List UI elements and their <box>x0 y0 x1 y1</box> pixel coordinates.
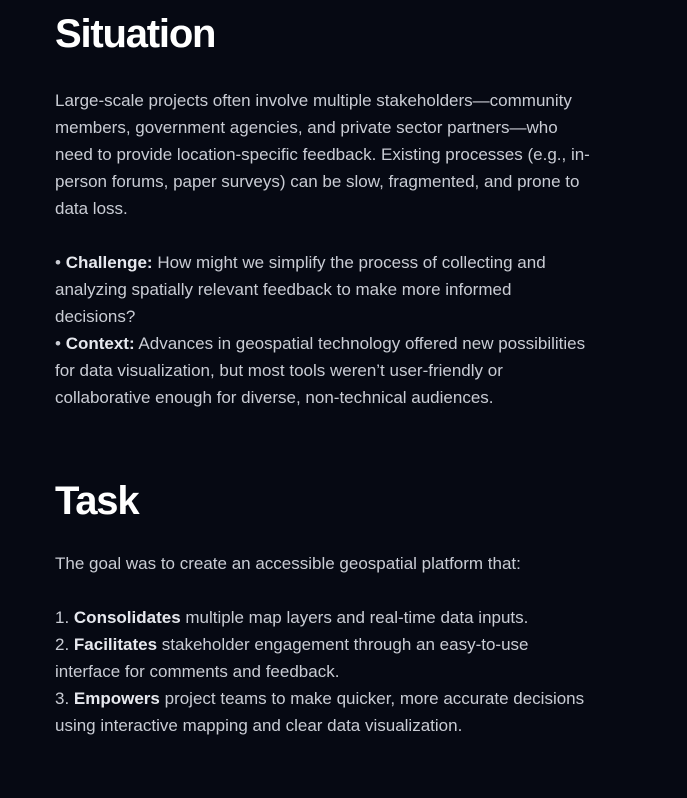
task-heading: Task <box>55 479 139 523</box>
task-item-number: 2. <box>55 635 74 654</box>
bullet-marker: • <box>55 253 66 272</box>
task-item-number: 3. <box>55 689 74 708</box>
bullet-marker: • <box>55 334 66 353</box>
task-item-empowers <box>55 685 595 739</box>
situation-intro: Large-scale projects often involve multiple stakeholders—community members, government agencies, and private sector partners—who need to provide location-specific feedback. Existing processes (e.g., in-person forums, paper surveys) can be slow, fragmented, and prone to data loss. <box>55 91 590 218</box>
situation-heading: Situation <box>55 12 216 56</box>
context-text: Advances in geospatial technology offered new possibilities for data visualization, but most tools weren’t user-friendly or collaborative enough for diverse, non-technical audiences. <box>55 334 586 407</box>
facilitates-label: Facilitates <box>73 635 158 654</box>
consolidates-text: multiple map layers and real-time data inputs. <box>180 608 529 627</box>
context-label: Context: <box>65 334 135 353</box>
situation-bullets <box>55 249 595 411</box>
task-item-number: 1. <box>55 608 74 627</box>
task-intro: The goal was to create an accessible geospatial platform that: <box>55 554 521 573</box>
task-item-facilitates <box>55 631 595 685</box>
paragraph-spacer <box>55 577 687 604</box>
bullet-context <box>55 330 595 411</box>
bullet-challenge <box>55 249 595 330</box>
challenge-label: Challenge: <box>65 253 153 272</box>
paragraph-spacer <box>55 222 687 249</box>
task-section <box>55 479 687 739</box>
task-item-consolidates <box>55 604 595 631</box>
consolidates-label: Consolidates <box>73 608 181 627</box>
challenge-text: How might we simplify the process of collecting and analyzing spatially relevant feedback to make more informed decisions? <box>55 253 546 326</box>
empowers-label: Empowers <box>73 689 160 708</box>
facilitates-text: stakeholder engagement through an easy-to-use interface for comments and feedback. <box>55 635 529 681</box>
situation-section <box>55 12 687 411</box>
task-list <box>55 604 595 739</box>
empowers-text: project teams to make quicker, more accurate decisions using interactive mapping and clear data visualization. <box>55 689 585 735</box>
